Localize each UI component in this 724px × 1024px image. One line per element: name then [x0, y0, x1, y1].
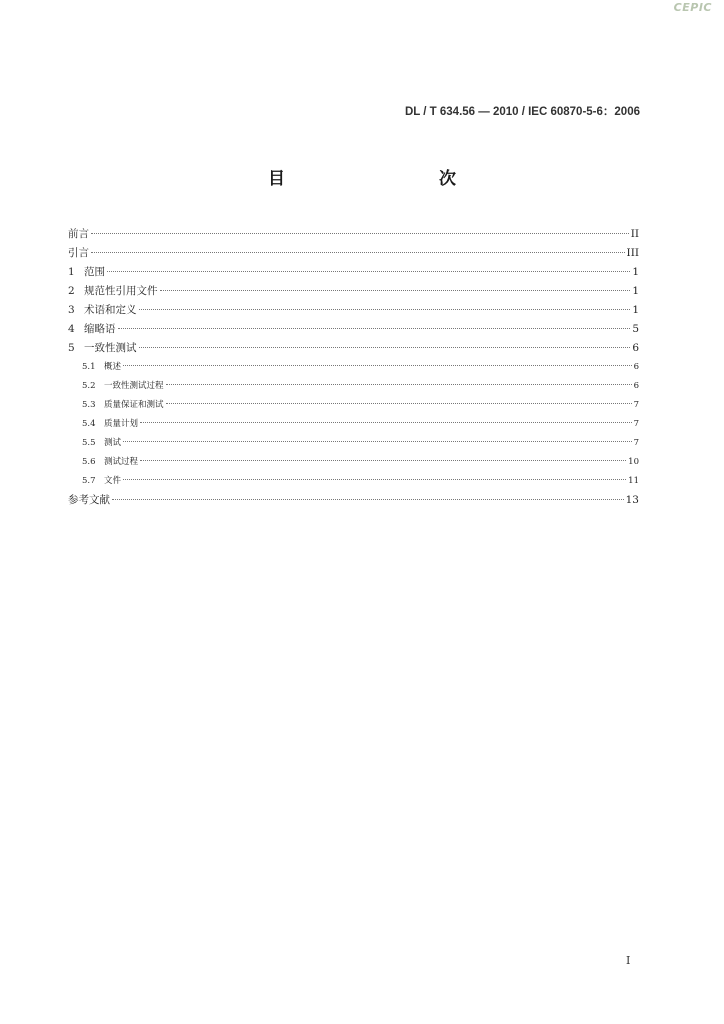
toc-entry-title: 测试过程 [104, 457, 139, 467]
toc-entry-page: 6 [633, 381, 639, 391]
toc-entry-number: 5.5 [82, 438, 96, 448]
page-title: 目 次 [268, 169, 496, 189]
toc-entry-page: 13 [625, 494, 639, 506]
toc-entry-page: II [630, 228, 639, 240]
table-of-contents [68, 225, 639, 510]
toc-dot-leader [91, 233, 629, 234]
toc-dot-leader [166, 384, 632, 385]
toc-entry-title: 引言 [68, 247, 89, 259]
toc-entry[interactable] [68, 339, 639, 358]
toc-entry-title: 文件 [104, 476, 122, 486]
toc-entry-page: III [626, 247, 639, 259]
toc-entry-number: 5.7 [82, 476, 96, 486]
toc-entry-title: 范围 [84, 266, 105, 278]
toc-entry-page: 1 [632, 285, 639, 297]
toc-entry-number: 5.4 [82, 419, 96, 429]
toc-entry-number: 5.2 [82, 381, 96, 391]
toc-entry-title: 前言 [68, 228, 89, 240]
toc-entry-page: 11 [628, 476, 639, 486]
toc-entry-page: 5 [632, 323, 639, 335]
toc-dot-leader [107, 271, 630, 272]
toc-entry-number: 5.1 [82, 362, 96, 372]
toc-entry[interactable] [68, 244, 639, 263]
toc-entry[interactable] [68, 453, 639, 472]
toc-entry-title: 参考文献 [68, 494, 110, 506]
toc-entry-page: 10 [628, 457, 639, 467]
toc-entry[interactable] [68, 225, 639, 244]
toc-dot-leader [139, 347, 631, 348]
toc-entry-title: 术语和定义 [84, 304, 137, 316]
toc-entry-page: 7 [633, 419, 639, 429]
toc-dot-leader [91, 252, 625, 253]
toc-dot-leader [160, 290, 631, 291]
toc-entry-title: 规范性引用文件 [84, 285, 158, 297]
toc-entry-page: 1 [632, 304, 639, 316]
toc-entry-title: 质量保证和测试 [104, 400, 164, 410]
toc-dot-leader [118, 328, 631, 329]
toc-dot-leader [112, 499, 624, 500]
toc-entry-page: 6 [633, 362, 639, 372]
toc-entry[interactable] [68, 491, 639, 510]
toc-entry-title: 质量计划 [104, 419, 139, 429]
toc-entry-number: 5 [68, 342, 75, 354]
toc-entry[interactable] [68, 377, 639, 396]
toc-dot-leader [166, 403, 632, 404]
toc-entry[interactable] [68, 320, 639, 339]
toc-entry-title: 一致性测试 [84, 342, 137, 354]
toc-entry-number: 3 [68, 304, 75, 316]
page-number: I [626, 954, 631, 967]
toc-entry-title: 概述 [104, 362, 122, 372]
toc-entry-page: 6 [632, 342, 639, 354]
toc-entry-title: 缩略语 [84, 323, 116, 335]
toc-entry-number: 5.3 [82, 400, 96, 410]
toc-entry-page: 7 [633, 438, 639, 448]
toc-entry[interactable] [68, 282, 639, 301]
toc-dot-leader [123, 479, 626, 480]
toc-dot-leader [140, 460, 626, 461]
toc-entry[interactable] [68, 415, 639, 434]
toc-entry-number: 5.6 [82, 457, 96, 467]
toc-entry-title: 测试 [104, 438, 122, 448]
toc-dot-leader [123, 441, 632, 442]
toc-entry-page: 1 [632, 266, 639, 278]
toc-entry-title: 一致性测试过程 [104, 381, 164, 391]
toc-entry[interactable] [68, 396, 639, 415]
cepic-logo: CEPIC [673, 1, 712, 14]
toc-dot-leader [139, 309, 631, 310]
toc-entry-number: 2 [68, 285, 75, 297]
toc-entry[interactable] [68, 358, 639, 377]
toc-entry[interactable] [68, 301, 639, 320]
toc-entry[interactable] [68, 472, 639, 491]
toc-entry[interactable] [68, 263, 639, 282]
toc-entry-number: 4 [68, 323, 75, 335]
toc-dot-leader [123, 365, 632, 366]
toc-entry-number: 1 [68, 266, 75, 278]
toc-entry-page: 7 [633, 400, 639, 410]
toc-entry[interactable] [68, 434, 639, 453]
standard-number: DL / T 634.56 — 2010 / IEC 60870-5-6：2006 [404, 106, 640, 118]
toc-dot-leader [140, 422, 632, 423]
